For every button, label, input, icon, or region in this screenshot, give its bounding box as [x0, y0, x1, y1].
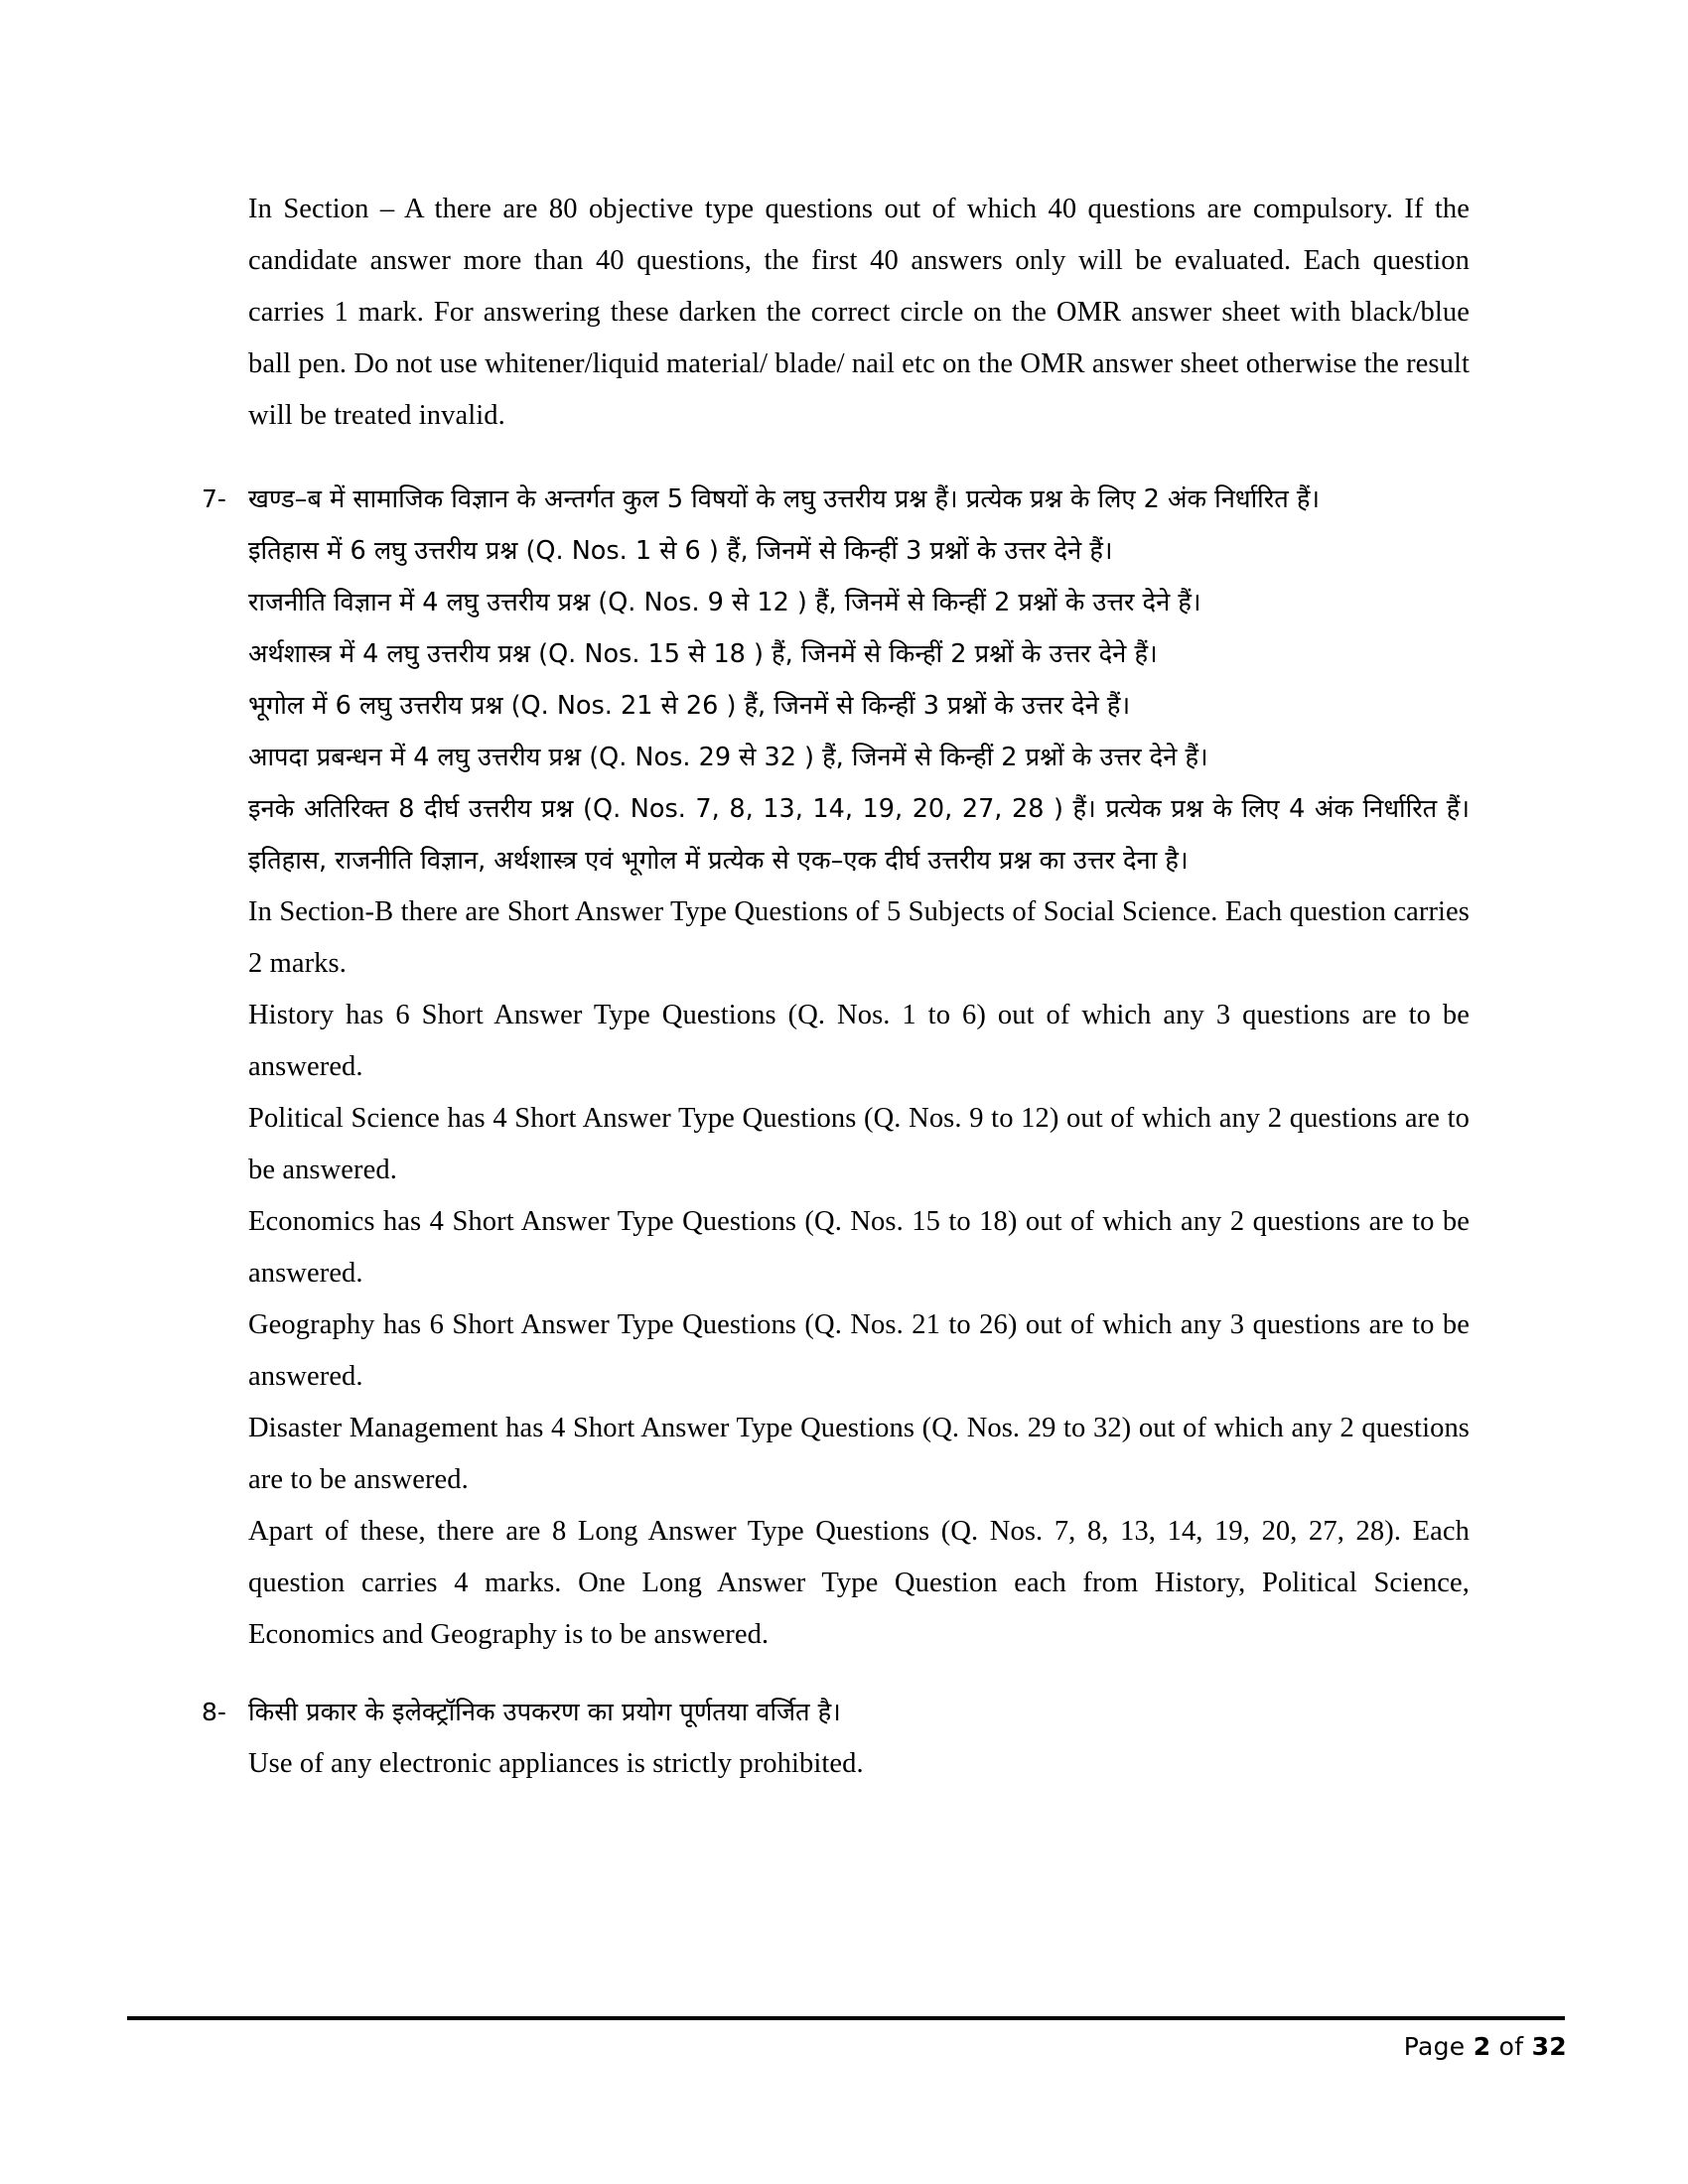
item-8-hindi-lead: किसी प्रकार के इलेक्ट्रॉनिक उपकरण का प्रयोग पूर्णतया वर्जित है। [248, 1698, 841, 1727]
footer-divider [127, 2016, 1565, 2020]
footer-middle: of [1490, 2032, 1532, 2061]
hindi-line-geography: भूगोल में 6 लघु उत्तरीय प्रश्न (Q. Nos. 21 से 26 ) हैं, जिनमें से किन्हीं 3 प्रश्नों के उत्तर देने हैं। [248, 691, 1131, 721]
instruction-item-7 [194, 474, 1470, 1661]
footer-current-page: 2 [1473, 2032, 1491, 2061]
english-line-economics: Economics has 4 Short Answer Type Questions (Q. Nos. 15 to 18) out of which any 2 questions are to be answered. [248, 1206, 1470, 1289]
item-8-body [248, 1687, 1470, 1790]
english-line-section-b: In Section-B there are Short Answer Type Questions of 5 Subjects of Social Science. Each question carries 2 marks. [248, 896, 1470, 979]
hindi-line-disaster-management: आपदा प्रबन्धन में 4 लघु उत्तरीय प्रश्न (Q. Nos. 29 से 32 ) हैं, जिनमें से किन्हीं 2 प्रश्नों के उत्तर देने हैं। [248, 743, 1208, 772]
item-7-hindi-lead: खण्ड–ब में सामाजिक विज्ञान के अन्तर्गत कुल 5 विषयों के लघु उत्तरीय प्रश्न हैं। प्रत्येक प्रश्न के लिए 2 अंक निर्धारित हैं। [248, 484, 1321, 514]
footer-prefix: Page [1403, 2032, 1474, 2061]
item-8-english-line: Use of any electronic appliances is strictly prohibited. [248, 1748, 864, 1779]
item-number-7: 7- [202, 484, 226, 513]
english-line-disaster-management: Disaster Management has 4 Short Answer Type Questions (Q. Nos. 29 to 32) out of which any 2 questions are to be answered. [248, 1413, 1470, 1495]
english-line-long-answer: Apart of these, there are 8 Long Answer Type Questions (Q. Nos. 7, 8, 13, 14, 19, 20, 27, 28). Each question carries 4 marks. One Long Answer Type Question each from History, Political Science, Economics and Geography is to be answered. [248, 1516, 1470, 1650]
english-line-history: History has 6 Short Answer Type Questions (Q. Nos. 1 to 6) out of which any 3 questions are to be answered. [248, 1000, 1470, 1082]
item-7-body [248, 474, 1470, 1661]
spacer [248, 464, 1470, 474]
page-footer [1404, 2031, 1567, 2063]
hindi-line-long-answer: इनके अतिरिक्त 8 दीर्घ उत्तरीय प्रश्न (Q. Nos. 7, 8, 13, 14, 19, 20, 27, 28 ) हैं। प्रत्येक प्रश्न के लिए 4 अंक निर्धारित हैं। इतिहास, राजनीति विज्ञान, अर्थशास्त्र एवं भूगोल में प्रत्येक से एक–एक दीर्घ उत्तरीय प्रश्न का उत्तर देना है। [248, 794, 1470, 876]
instruction-item-8 [194, 1687, 1470, 1790]
item-number-8: 8- [202, 1698, 226, 1726]
hindi-line-political-science: राजनीति विज्ञान में 4 लघु उत्तरीय प्रश्न (Q. Nos. 9 से 12 ) हैं, जिनमें से किन्हीं 2 प्रश्नों के उत्तर देने हैं। [248, 588, 1201, 617]
english-line-geography: Geography has 6 Short Answer Type Questions (Q. Nos. 21 to 26) out of which any 3 questions are to be answered. [248, 1309, 1470, 1392]
hindi-line-history: इतिहास में 6 लघु उत्तरीय प्रश्न (Q. Nos. 1 से 6 ) हैं, जिनमें से किन्हीं 3 प्रश्नों के उत्तर देने हैं। [248, 536, 1113, 566]
footer-total-pages: 32 [1531, 2032, 1567, 2061]
spacer [248, 1661, 1470, 1687]
page-content [202, 184, 1470, 1790]
hindi-line-economics: अर्थशास्त्र में 4 लघु उत्तरीय प्रश्न (Q. Nos. 15 से 18 ) हैं, जिनमें से किन्हीं 2 प्रश्नों के उत्तर देने हैं। [248, 639, 1158, 669]
english-line-political-science: Political Science has 4 Short Answer Type Questions (Q. Nos. 9 to 12) out of which any 2 questions are to be answered. [248, 1103, 1470, 1185]
intro-paragraph: In Section – A there are 80 objective type questions out of which 40 questions are compulsory. If the candidate answer more than 40 questions, the first 40 answers only will be evaluated. Each question carries 1 mark. For answering these darken the correct circle on the OMR answer sheet with black/blue ball pen. Do not use whitener/liquid material/ blade/ nail etc on the OMR answer sheet otherwise the result will be treated invalid. [248, 194, 1470, 431]
